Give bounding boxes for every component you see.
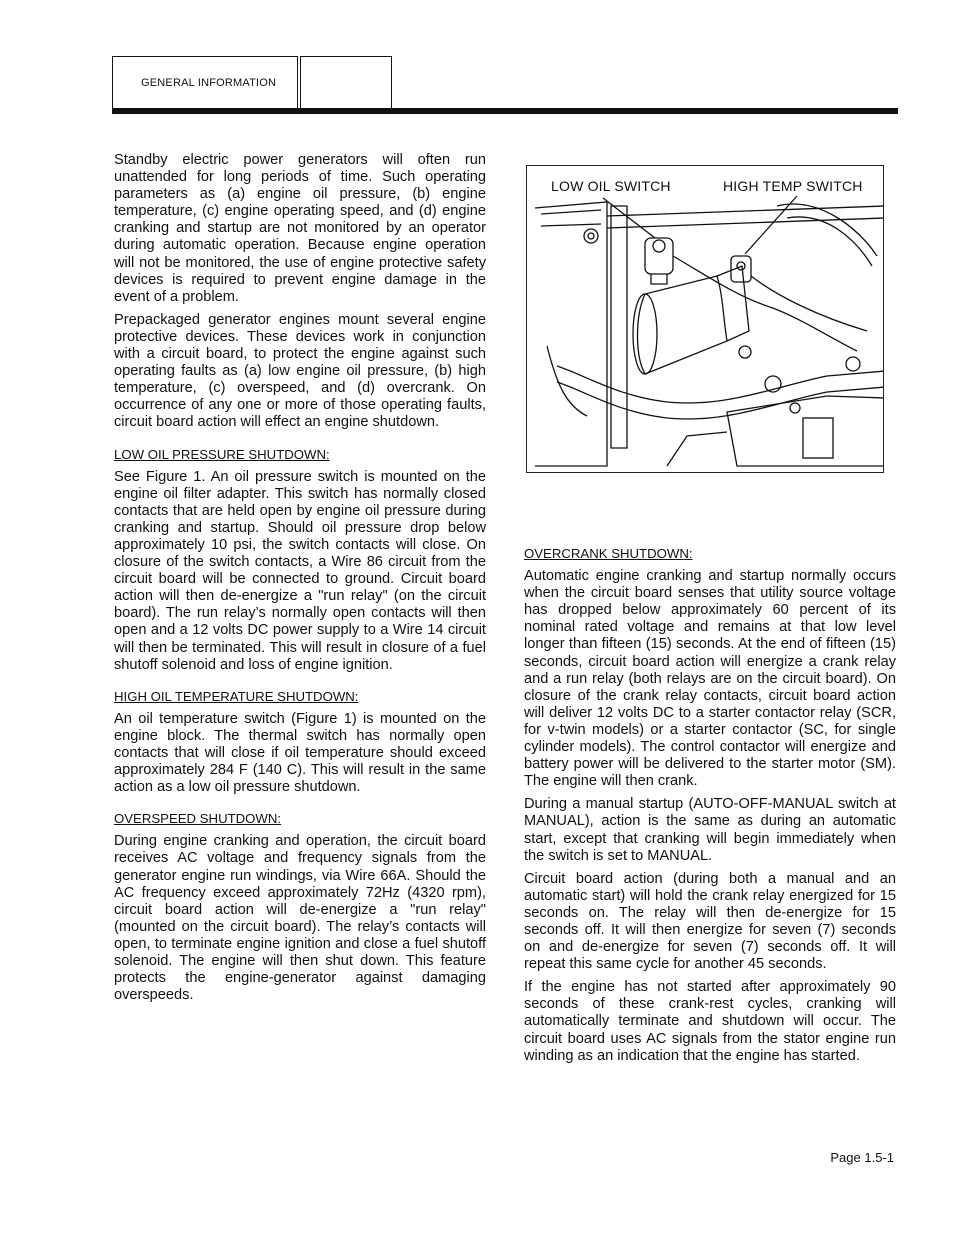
heading-low-oil: LOW OIL PRESSURE SHUTDOWN: bbox=[114, 446, 330, 462]
heading-overspeed: OVERSPEED SHUTDOWN: bbox=[114, 811, 282, 827]
overcrank-paragraph-4: If the engine has not started after approximately 90 seconds of these crank-rest cycles, cranking will automatically terminate and shutdown will occur. The circuit board uses AC signals from the stator engine run winding as an indication that the engine has started. bbox=[524, 979, 896, 1064]
intro-paragraph: Standby electric power generators will often run unattended for long periods of time. Such operating parameters as (a) engine oil pressure, (b) engine temperature, (c) engine operating speed, and (d) engine cranking and startup are not monitored by an operator during automatic operation. Because engine operation will not be monitored, the use of engine protective safety devices is required to prevent engine damage in the event of a problem. bbox=[114, 152, 486, 305]
figure-label-low-oil: LOW OIL SWITCH bbox=[551, 178, 671, 194]
devices-paragraph: Prepackaged generator engines mount several engine protective devices. These devices work in conjunction with a circuit board, to protect the engine against such operating faults as (a) low engine oil pressure, (b) high temperature, (c) overspeed, and (d) overcrank. On occurrence of any one or more of those operating faults, circuit board action will effect an engine shutdown. bbox=[114, 311, 486, 431]
right-column bbox=[524, 545, 896, 1071]
header-rule bbox=[112, 108, 898, 114]
low-oil-paragraph: See Figure 1. An oil pressure switch is mounted on the engine oil filter adapter. This switch has normally closed contacts that are held open by engine oil pressure during cranking and startup. Should oil pressure drop below approximately 10 psi, the switch contacts will close. On closure of the switch contacts, a Wire 86 circuit from the circuit board will be connected to ground. Circuit board action will then de-energize a "run relay" (on the circuit board). The run relay’s normally open contacts will then open and a 12 volts DC power supply to a Wire 14 circuit will then be terminated. This will result in closure of a fuel shutoff solenoid and loss of engine ignition. bbox=[114, 468, 486, 673]
header-section-label: GENERAL INFORMATION bbox=[141, 77, 277, 89]
overcrank-paragraph-2: During a manual startup (AUTO-OFF-MANUAL switch at MANUAL), action is the same as during an automatic start, except that cranking will begin immediately when the switch is set to MANUAL. bbox=[524, 796, 896, 864]
overcrank-paragraph-3: Circuit board action (during both a manual and an automatic start) will hold the crank relay energized for 15 seconds on. The relay will then de-energize for 15 seconds off. It will then energize for seven (7) seconds on and de-energize for seven (7) seconds off. It will repeat this same cycle for another 45 seconds. bbox=[524, 870, 896, 973]
overspeed-paragraph: During engine cranking and operation, the circuit board receives AC voltage and frequency signals from the generator engine run windings, via Wire 66A. Should the AC frequency exceed approximately 72Hz (4320 rpm), circuit board action will de-energize a "run relay" (mounted on the circuit board). The relay’s contacts will open, to terminate engine ignition and close a fuel shutoff solenoid. The engine will then shut down. This feature protects the engine-generator against damaging overspeeds. bbox=[114, 833, 486, 1004]
overcrank-paragraph-1: Automatic engine cranking and startup normally occurs when the circuit board senses that utility source voltage has dropped below approximately 60 percent of its nominal rated voltage and remains at that low level longer than fifteen (15) seconds. At the end of fifteen (15) seconds, circuit board action will energize a crank relay and a run relay (both relays are on the circuit board). On closure of the crank relay contacts, circuit board action will deliver 12 volts DC to a starter contactor relay (SCR, for v-twin models) or a starter contactor (SC, for single cylinder models). The control contactor will energize and battery power will be delivered to the starter motor (SM). The engine will then crank. bbox=[524, 568, 896, 790]
engine-illustration bbox=[527, 166, 884, 473]
figure-label-high-temp: HIGH TEMP SWITCH bbox=[723, 178, 863, 194]
high-temp-paragraph: An oil temperature switch (Figure 1) is mounted on the engine block. The thermal switch has normally open contacts that will close if oil temperature should exceed approximately 284 F (140 C). This will result in the same action as a low oil pressure shutdown. bbox=[114, 710, 486, 796]
heading-high-temp: HIGH OIL TEMPERATURE SHUTDOWN: bbox=[114, 688, 359, 704]
heading-overcrank: OVERCRANK SHUTDOWN: bbox=[524, 546, 693, 561]
header-section-box bbox=[112, 56, 298, 108]
header-blank-box bbox=[300, 56, 392, 108]
figure-1 bbox=[526, 165, 884, 473]
left-column bbox=[114, 152, 486, 1010]
page-number: Page 1.5-1 bbox=[830, 1150, 894, 1165]
